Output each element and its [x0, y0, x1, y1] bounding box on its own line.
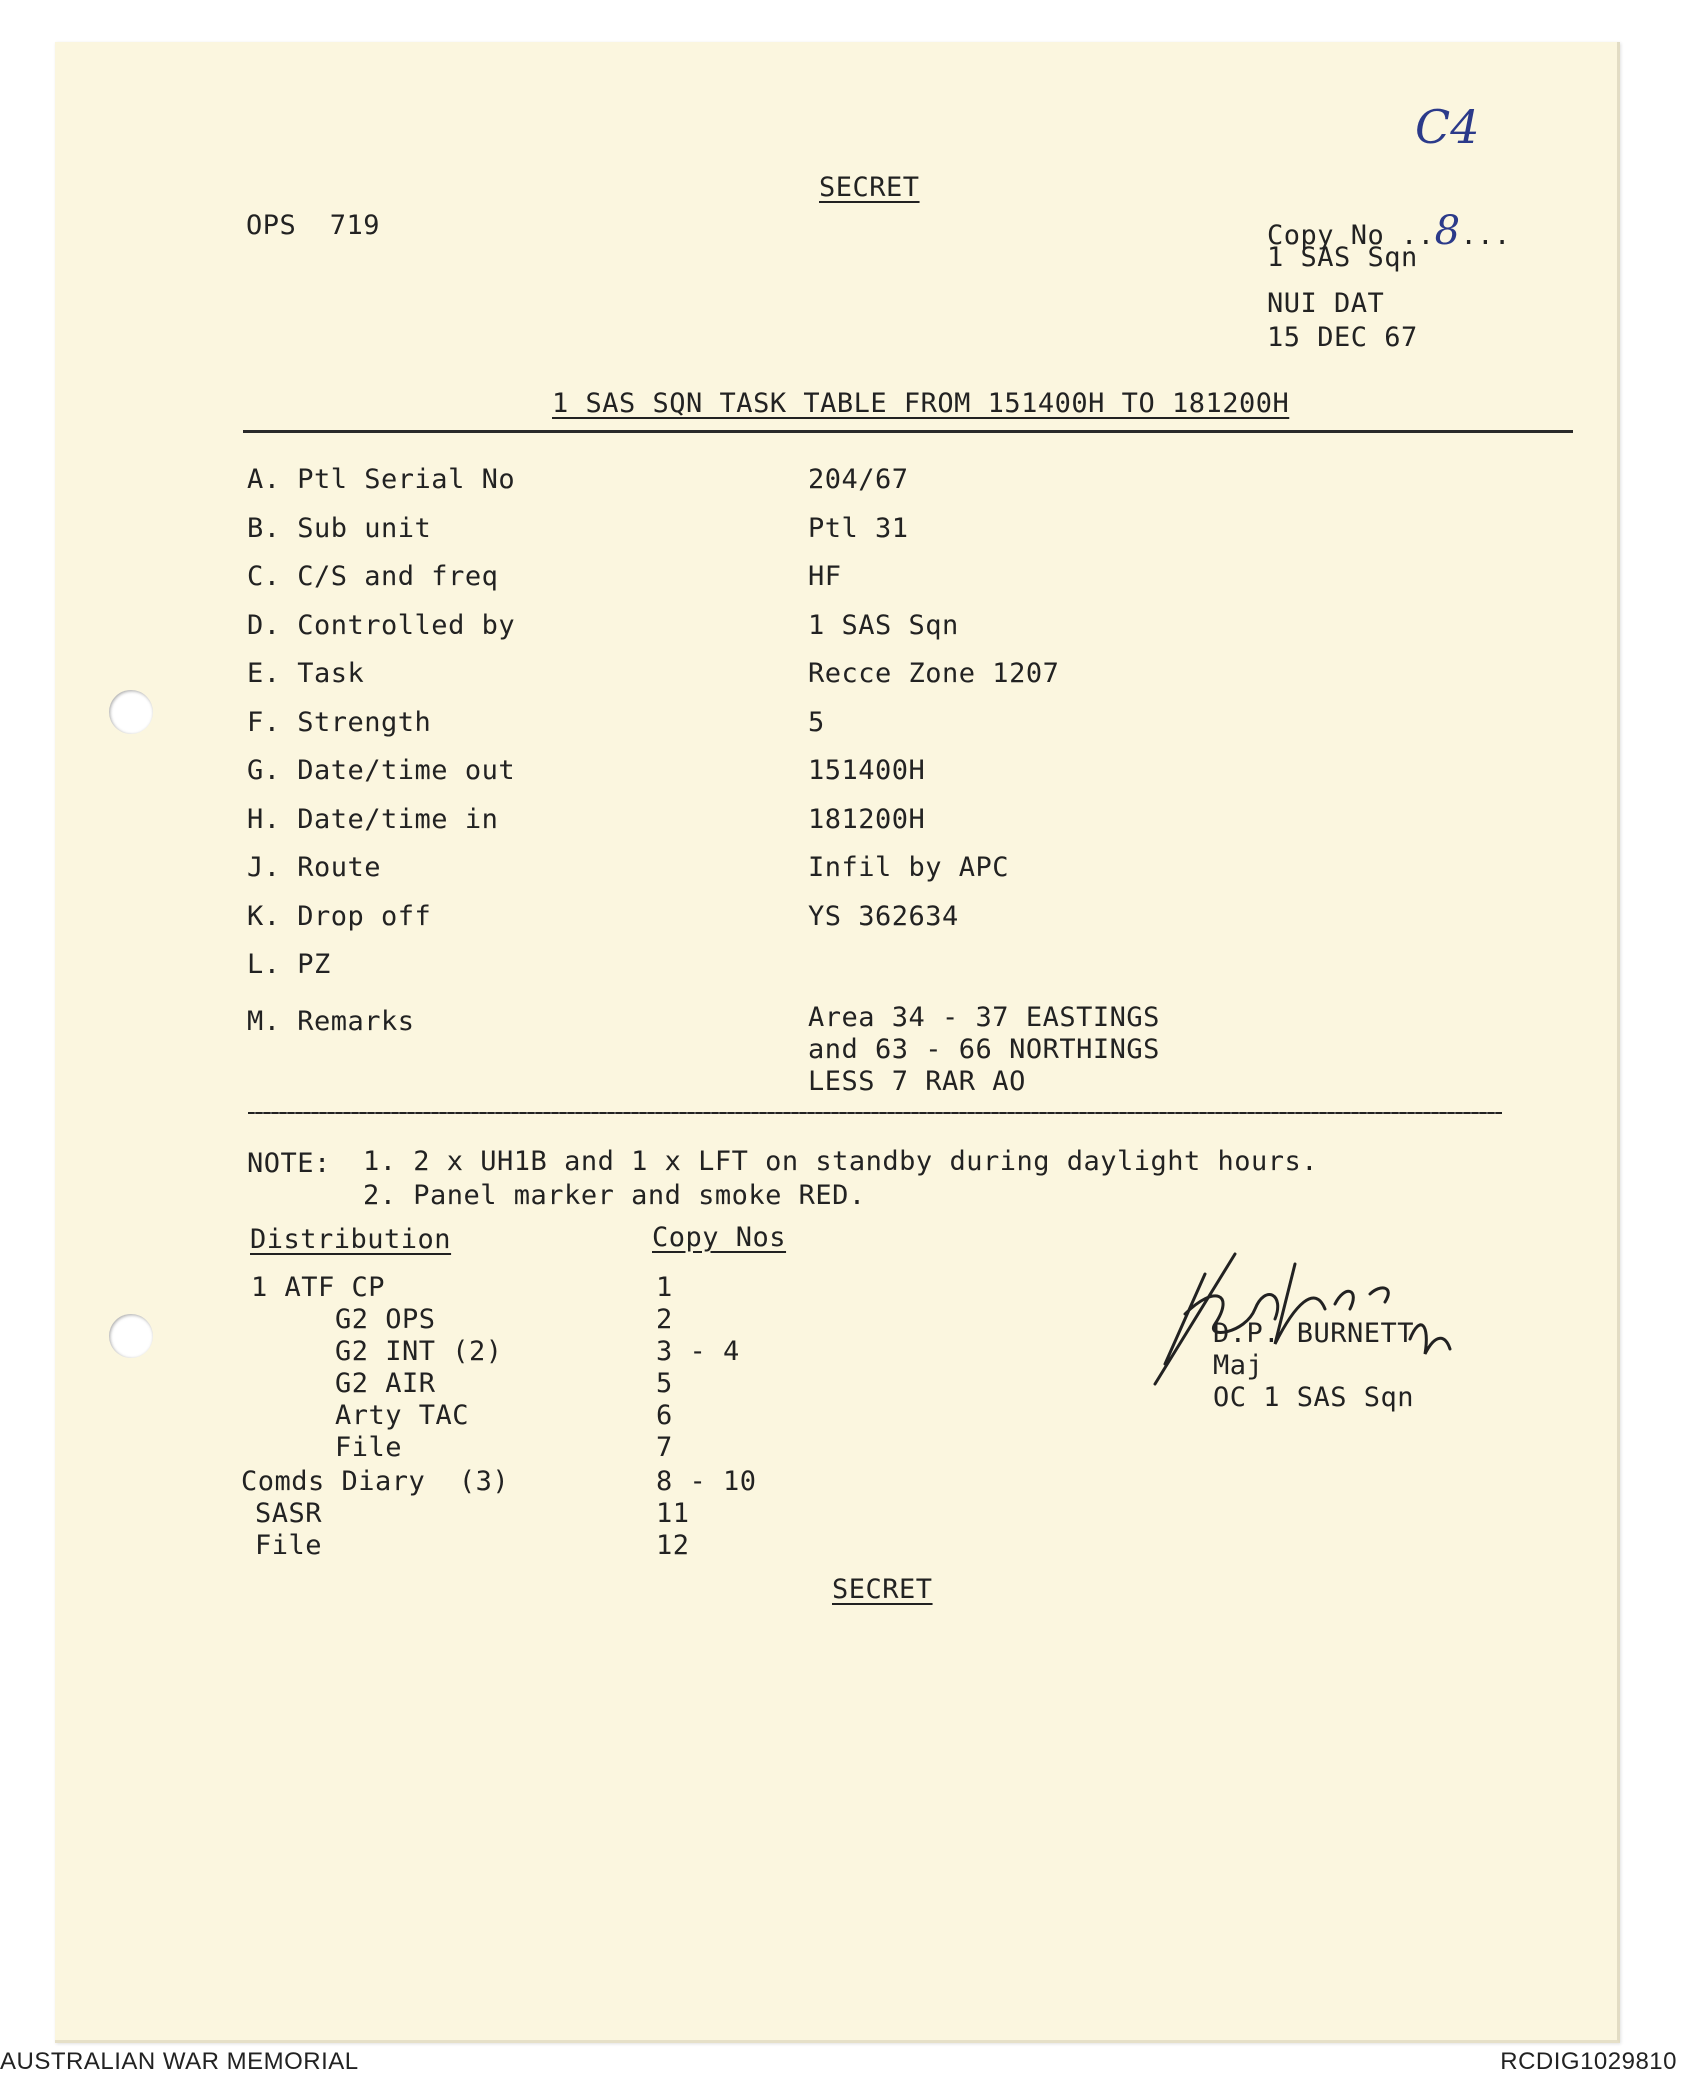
task-field-value: 181200H — [808, 804, 926, 835]
distribution-copies: 8 - 10 — [656, 1466, 757, 1497]
task-field-label: C. C/S and freq — [247, 561, 499, 592]
copy-number-label: Copy No .. — [1267, 220, 1435, 251]
remarks-label: M. Remarks — [247, 1006, 415, 1037]
distribution-copies: 11 — [656, 1498, 690, 1529]
task-field-label: A. Ptl Serial No — [247, 464, 516, 495]
task-field-value: HF — [808, 561, 842, 592]
distribution-name: SASR — [255, 1498, 323, 1529]
task-field-label: J. Route — [247, 852, 382, 883]
task-field-label: B. Sub unit — [247, 513, 432, 544]
punch-hole-lower — [109, 1314, 153, 1358]
archive-credit: AUSTRALIAN WAR MEMORIAL — [0, 2048, 359, 2075]
corner-mark: C4 — [1415, 100, 1480, 154]
task-field-label: G. Date/time out — [247, 755, 516, 786]
distribution-name: G2 INT (2) — [335, 1336, 503, 1367]
archive-id: RCDIG1029810 — [1500, 2048, 1677, 2075]
signatory-appointment: OC 1 SAS Sqn — [1213, 1382, 1415, 1413]
task-field-value: Ptl 31 — [808, 513, 909, 544]
task-field-value: Infil by APC — [808, 852, 1010, 883]
signatory-rank: Maj — [1213, 1350, 1264, 1381]
distribution-name: Comds Diary (3) — [241, 1466, 510, 1497]
note-item: 1. 2 x UH1B and 1 x LFT on standby during daylight hours. — [363, 1146, 1319, 1177]
issuing-unit: 1 SAS Sqn — [1267, 242, 1418, 273]
distribution-name: 1 ATF CP — [251, 1272, 386, 1303]
task-field-label: L. PZ — [247, 949, 331, 980]
title-rule — [243, 430, 1573, 433]
classification-bottom: SECRET — [832, 1574, 933, 1605]
distribution-name: G2 OPS — [335, 1304, 436, 1335]
remarks-line: Area 34 - 37 EASTINGS — [808, 1002, 1160, 1033]
task-field-value: 151400H — [808, 755, 926, 786]
remarks-rule — [248, 1112, 1502, 1114]
note-label: NOTE: — [247, 1148, 331, 1179]
distribution-copies: 7 — [656, 1432, 673, 1463]
task-field-label: D. Controlled by — [247, 610, 516, 641]
remarks-line: and 63 - 66 NORTHINGS — [808, 1034, 1160, 1065]
distribution-name: File — [255, 1530, 323, 1561]
classification-top: SECRET — [819, 172, 920, 203]
task-field-value: Recce Zone 1207 — [808, 658, 1060, 689]
distribution-copies: 3 - 4 — [656, 1336, 740, 1367]
document-date: 15 DEC 67 — [1267, 322, 1418, 353]
signatory-name: D.P. BURNETT — [1213, 1318, 1415, 1349]
distribution-name: File — [335, 1432, 403, 1463]
task-field-value: 5 — [808, 707, 825, 738]
copy-number-value: 8 — [1434, 208, 1461, 254]
distribution-name: Arty TAC — [335, 1400, 470, 1431]
task-field-label: E. Task — [247, 658, 365, 689]
task-field-label: K. Drop off — [247, 901, 432, 932]
distribution-copies: 2 — [656, 1304, 673, 1335]
ops-reference: OPS 719 — [246, 210, 381, 241]
distribution-copies: 1 — [656, 1272, 673, 1303]
distribution-name: G2 AIR — [335, 1368, 436, 1399]
task-field-label: H. Date/time in — [247, 804, 499, 835]
task-field-value: YS 362634 — [808, 901, 959, 932]
document-page — [55, 42, 1620, 2043]
task-field-label: F. Strength — [247, 707, 432, 738]
distribution-copies: 6 — [656, 1400, 673, 1431]
remarks-line: LESS 7 RAR AO — [808, 1066, 1026, 1097]
copy-number-dots: ... — [1460, 220, 1511, 251]
task-field-value: 1 SAS Sqn — [808, 610, 959, 641]
distribution-copies: 12 — [656, 1530, 690, 1561]
copy-nos-header: Copy Nos — [652, 1222, 787, 1253]
signature-scrawl — [1145, 1214, 1465, 1394]
distribution-header: Distribution — [250, 1224, 452, 1255]
task-field-value: 204/67 — [808, 464, 909, 495]
note-item: 2. Panel marker and smoke RED. — [363, 1180, 866, 1211]
distribution-copies: 5 — [656, 1368, 673, 1399]
punch-hole-upper — [109, 690, 153, 734]
document-title: 1 SAS SQN TASK TABLE FROM 151400H TO 181200H — [552, 388, 1290, 419]
location: NUI DAT — [1267, 288, 1385, 319]
